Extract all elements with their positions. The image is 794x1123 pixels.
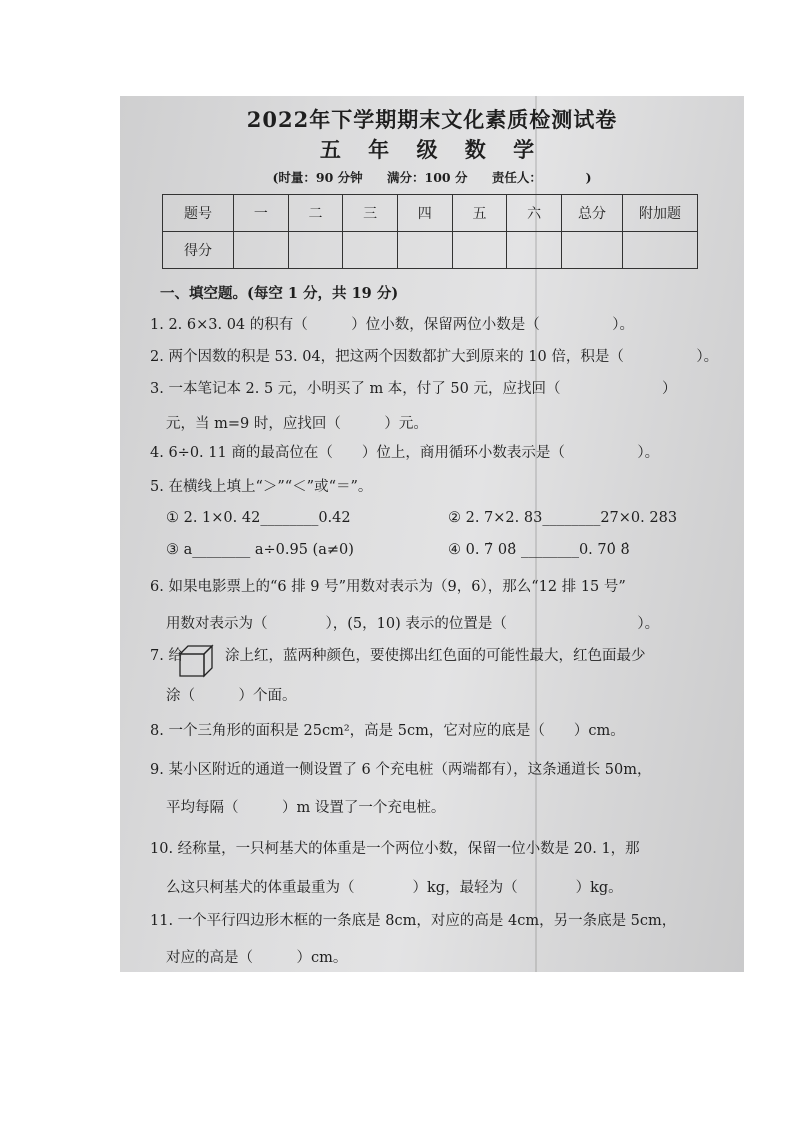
table-cell: 总分	[562, 195, 623, 232]
score-cell[interactable]	[234, 232, 289, 269]
table-cell: 得分	[163, 232, 234, 269]
question-4: 4. 6÷0. 11 商的最高位在（ ）位上，商用循环小数表示是（ ）。	[150, 445, 660, 461]
question-3-line-2: 元，当 m=9 时，应找回（ ）元。	[166, 416, 428, 432]
question-2: 2. 两个因数的积是 53. 04，把这两个因数都扩大到原来的 10 倍，积是（ ）。	[150, 349, 719, 365]
question-9-line-2: 平均每隔（ ）m 设置了一个充电桩。	[166, 800, 446, 816]
score-table	[162, 194, 698, 269]
table-cell: 附加题	[623, 195, 698, 232]
question-5-item-3: ③ a________ a÷0.95 (a≠0)	[166, 542, 354, 558]
question-10-line-2: 么这只柯基犬的体重最重为（ ）kg，最轻为（ ）kg。	[166, 880, 623, 896]
score-table-header-row	[163, 195, 698, 232]
question-5: 5. 在横线上填上“＞”“＜”或“＝”。	[150, 479, 373, 495]
question-6-line-1: 6. 如果电影票上的“6 排 9 号”用数对表示为（9，6），那么“12 排 15 号”	[150, 579, 626, 595]
exam-subtitle: 五 年 级 数 学	[319, 137, 545, 162]
question-6-line-2: 用数对表示为（ ），(5，10) 表示的位置是（ ）。	[166, 616, 660, 632]
exam-time: (时量：90 分钟	[272, 170, 363, 185]
exam-person: 责任人： )	[491, 170, 592, 185]
section-1-heading: 一、填空题。(每空 1 分，共 19 分)	[160, 285, 399, 302]
table-cell: 二	[288, 195, 343, 232]
score-cell[interactable]	[452, 232, 507, 269]
exam-info	[120, 168, 744, 186]
score-cell[interactable]	[507, 232, 562, 269]
table-cell: 三	[343, 195, 398, 232]
exam-paper-photo	[120, 96, 744, 972]
question-9-line-1: 9. 某小区附近的通道一侧设置了 6 个充电桩（两端都有），这条通道长 50m，	[150, 762, 652, 778]
question-8: 8. 一个三角形的面积是 25cm²，高是 5cm，它对应的底是（ ）cm。	[150, 723, 625, 739]
table-cell: 六	[507, 195, 562, 232]
exam-title: 2022年下学期期末文化素质检测试卷	[246, 107, 618, 132]
score-table-score-row	[163, 232, 698, 269]
question-7-text: 涂上红，蓝两种颜色，要使掷出红色面的可能性最大，红色面最少	[224, 648, 646, 664]
question-7-prefix: 7. 给	[150, 648, 183, 664]
score-cell[interactable]	[397, 232, 452, 269]
table-cell: 四	[397, 195, 452, 232]
score-cell[interactable]	[562, 232, 623, 269]
question-10-line-1: 10. 经称量，一只柯基犬的体重是一个两位小数，保留一位小数是 20. 1，那	[150, 841, 640, 857]
cube-icon	[178, 644, 216, 678]
question-7-line-2: 涂（ ）个面。	[166, 688, 297, 704]
score-cell[interactable]	[288, 232, 343, 269]
question-3-line-1: 3. 一本笔记本 2. 5 元，小明买了 m 本，付了 50 元，应找回（ ）	[150, 381, 677, 397]
question-7-line-1	[150, 649, 645, 664]
table-cell: 一	[234, 195, 289, 232]
question-5-item-1: ① 2. 1×0. 42________0.42	[166, 510, 351, 526]
question-1: 1. 2. 6×3. 04 的积有（ ）位小数，保留两位小数是（ ）。	[150, 317, 635, 333]
score-cell[interactable]	[343, 232, 398, 269]
question-5-item-4: ④ 0. 7̇ 08̇ ________0. 70̇ 8̇	[448, 542, 630, 558]
question-11-line-1: 11. 一个平行四边形木框的一条底是 8cm，对应的高是 4cm，另一条底是 5cm，	[150, 913, 677, 929]
table-cell: 题号	[163, 195, 234, 232]
score-cell[interactable]	[623, 232, 698, 269]
table-cell: 五	[452, 195, 507, 232]
exam-full-score: 满分：100 分	[387, 170, 468, 185]
question-11-line-2: 对应的高是（ ）cm。	[166, 950, 348, 966]
question-5-item-2: ② 2. 7×2. 83________27×0. 283	[448, 510, 678, 526]
